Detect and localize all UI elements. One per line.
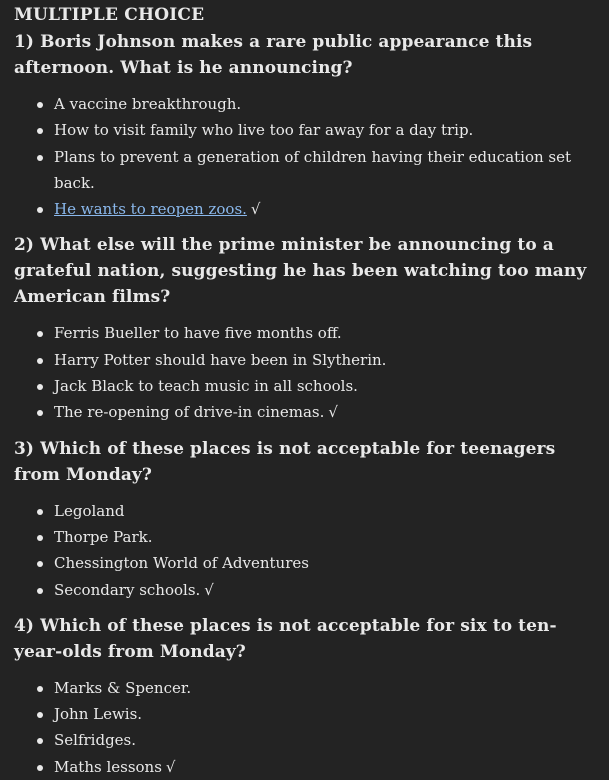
- answer-option: [14, 550, 609, 576]
- bullet-icon: [37, 588, 43, 594]
- answer-option: [14, 91, 609, 117]
- question-4: 4) Which of these places is not acceptable for six to ten-year-olds from Monday?: [14, 615, 557, 662]
- question-1: 1) Boris Johnson makes a rare public appearance this afternoon. What is he announcing?: [14, 32, 533, 78]
- bullet-icon: [37, 561, 43, 567]
- answer-link[interactable]: He wants to reopen zoos.: [54, 200, 247, 219]
- answer-text: A vaccine breakthrough.: [54, 95, 242, 113]
- answer-option: [14, 701, 609, 727]
- answer-list-4: [14, 675, 609, 780]
- answer-list-1: [14, 91, 609, 222]
- answer-text: How to visit family who live too far away for a day trip.: [54, 121, 474, 140]
- bullet-icon: [37, 712, 43, 718]
- answer-text: Ferris Bueller to have five months off.: [54, 324, 342, 343]
- checkmark-icon: √: [250, 200, 261, 219]
- answer-option-correct: [14, 196, 609, 222]
- answer-text: The re-opening of drive-in cinemas.: [54, 403, 325, 422]
- bullet-icon: [37, 535, 43, 541]
- bullet-icon: [37, 686, 43, 692]
- answer-option: [14, 320, 609, 346]
- answer-option: [14, 117, 609, 143]
- answer-text: Chessington World of Adventures: [54, 554, 309, 573]
- answer-text: Plans to prevent a generation of children having their education set back.: [54, 147, 572, 192]
- bullet-icon: [37, 738, 43, 744]
- bullet-icon: [37, 102, 43, 108]
- bullet-icon: [37, 358, 43, 364]
- answer-text: Jack Black to teach music in all schools.: [54, 377, 358, 396]
- answer-option: [14, 144, 609, 197]
- answer-text: Legoland: [54, 501, 125, 520]
- answer-text: Maths lessons: [54, 757, 162, 776]
- answer-text: John Lewis.: [54, 705, 143, 724]
- answer-option-correct: [14, 577, 609, 603]
- checkmark-icon: √: [165, 757, 176, 776]
- bullet-icon: [37, 207, 43, 213]
- answer-text: Selfridges.: [54, 731, 137, 750]
- answer-text: Harry Potter should have been in Slytherin.: [54, 350, 387, 369]
- bullet-icon: [37, 331, 43, 337]
- bullet-icon: [37, 765, 43, 771]
- answer-text: Marks & Spencer.: [54, 678, 192, 697]
- section-heading: MULTIPLE CHOICE: [14, 5, 205, 25]
- answer-option: [14, 347, 609, 373]
- checkmark-icon: √: [204, 580, 214, 599]
- question-2: 2) What else will the prime minister be announcing to a grateful nation, suggesting he has been watching too many American films?: [14, 235, 587, 308]
- answer-option: [14, 524, 609, 550]
- answer-option-correct: [14, 754, 609, 780]
- answer-list-2: [14, 320, 609, 425]
- bullet-icon: [37, 410, 43, 416]
- answer-list-3: [14, 498, 609, 603]
- answer-text: Secondary schools.: [54, 580, 201, 599]
- bullet-icon: [37, 128, 43, 134]
- answer-option: [14, 373, 609, 399]
- answer-option: [14, 498, 609, 524]
- bullet-icon: [37, 384, 43, 390]
- answer-option-correct: [14, 399, 609, 425]
- bullet-icon: [37, 155, 43, 161]
- bullet-icon: [37, 509, 43, 515]
- question-3: 3) Which of these places is not acceptable for teenagers from Monday?: [14, 438, 556, 485]
- checkmark-icon: √: [328, 403, 338, 422]
- answer-option: [14, 675, 609, 701]
- answer-text: Thorpe Park.: [54, 527, 153, 546]
